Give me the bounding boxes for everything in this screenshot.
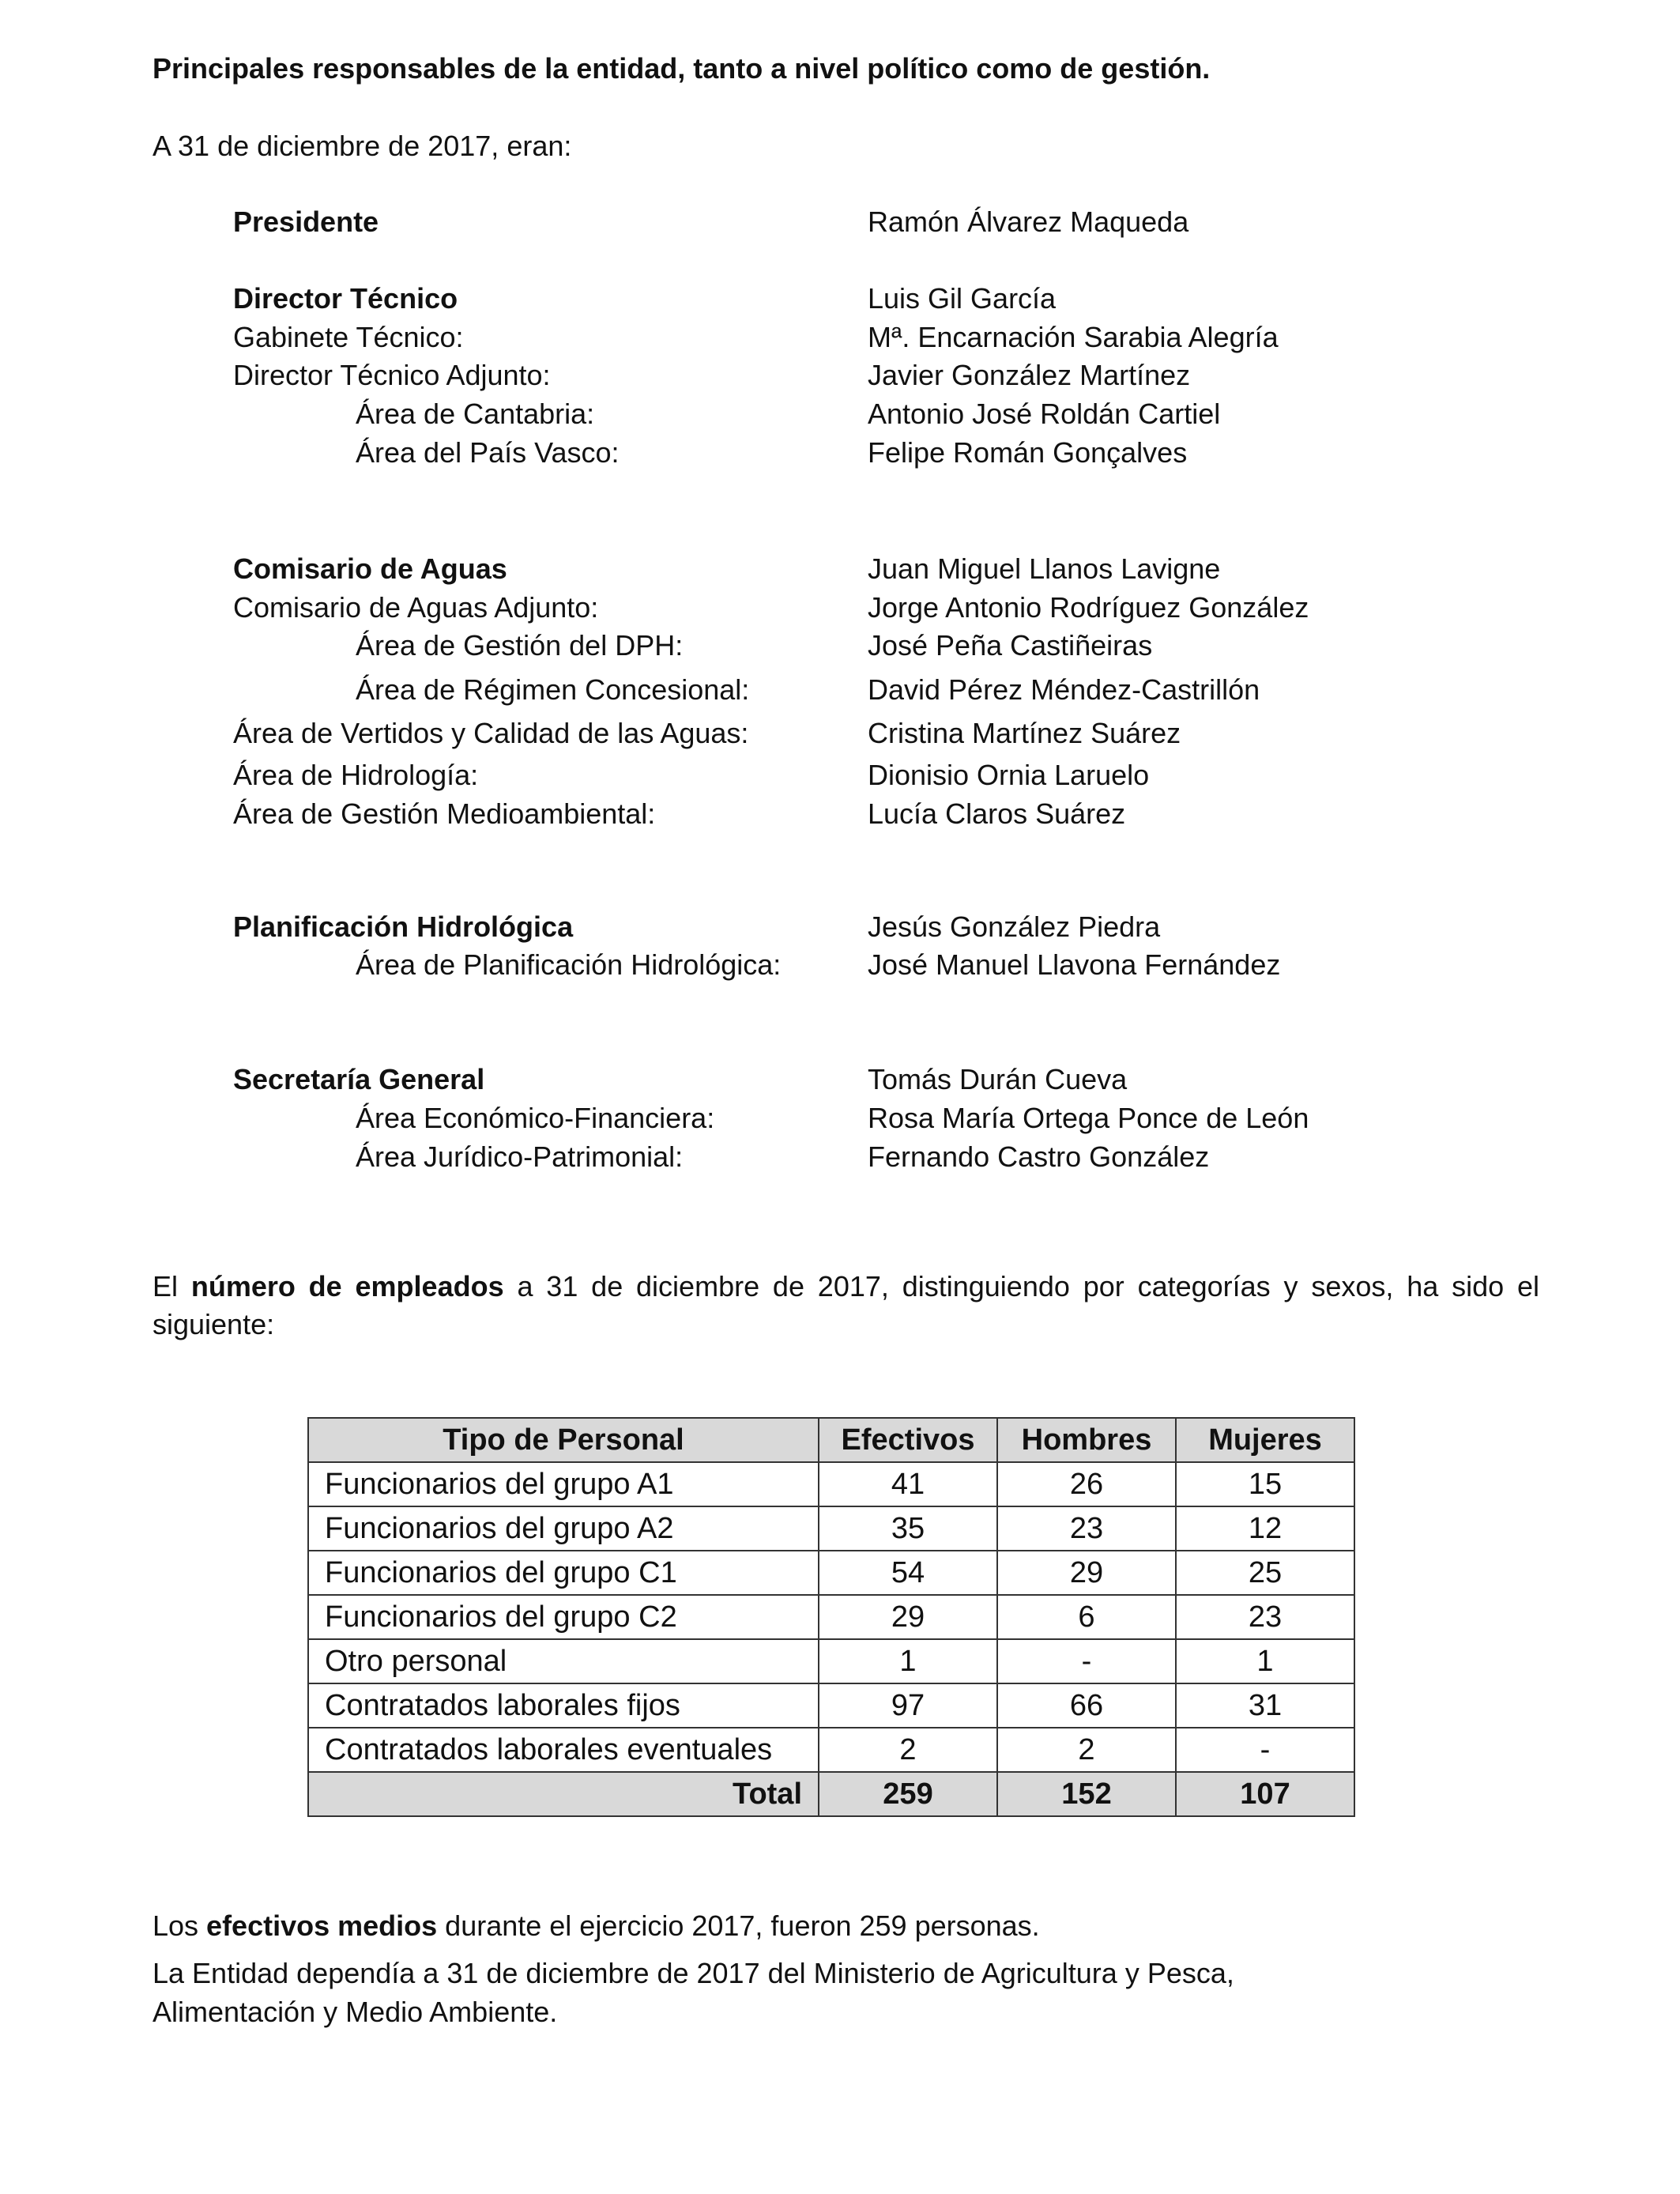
empleados-post: a 31 de diciembre de 2017, distinguiendo por categorías y sexos, ha sido el siguiente: [153, 1270, 1539, 1340]
name-area-juridico-patrimonial: Fernando Castro González [868, 1140, 1210, 1173]
header-hombres: Hombres [997, 1418, 1176, 1462]
cell-efectivos: 29 [819, 1595, 997, 1639]
label-area-gestion-dph: Área de Gestión del DPH: [356, 629, 684, 662]
intro-line: A 31 de diciembre de 2017, eran: [153, 130, 572, 162]
empleados-bold: número de empleados [190, 1270, 504, 1302]
cell-tipo: Contratados laborales eventuales [308, 1728, 819, 1772]
label-presidente: Presidente [233, 205, 379, 238]
table-row [308, 1595, 1354, 1639]
cell-hombres: 2 [997, 1728, 1176, 1772]
name-presidente: Ramón Álvarez Maqueda [868, 205, 1189, 238]
table-row [308, 1728, 1354, 1772]
cell-mujeres: 31 [1176, 1683, 1354, 1728]
total-mujeres: 107 [1176, 1772, 1354, 1816]
total-label: Total [308, 1772, 819, 1816]
label-area-regimen-concesional: Área de Régimen Concesional: [356, 673, 750, 706]
cell-efectivos: 97 [819, 1683, 997, 1728]
cell-tipo: Contratados laborales fijos [308, 1683, 819, 1728]
label-area-gestion-medioambiental: Área de Gestión Medioambiental: [233, 797, 656, 830]
cell-hombres: - [997, 1639, 1176, 1683]
total-efectivos: 259 [819, 1772, 997, 1816]
cell-hombres: 23 [997, 1506, 1176, 1551]
efectivos-pre: Los [153, 1909, 207, 1942]
label-area-economico-financiera: Área Económico-Financiera: [356, 1102, 715, 1134]
table-total-row [308, 1772, 1354, 1816]
name-director-tecnico: Luis Gil García [868, 282, 1057, 315]
cell-tipo: Otro personal [308, 1639, 819, 1683]
header-tipo-personal: Tipo de Personal [308, 1418, 819, 1462]
label-director-tecnico: Director Técnico [233, 282, 458, 315]
label-area-hidrologia: Área de Hidrología: [233, 759, 479, 791]
efectivos-bold: efectivos medios [206, 1909, 438, 1942]
label-area-juridico-patrimonial: Área Jurídico-Patrimonial: [356, 1140, 684, 1173]
label-comisario-adjunto: Comisario de Aguas Adjunto: [233, 591, 599, 624]
header-mujeres: Mujeres [1176, 1418, 1354, 1462]
table-row [308, 1506, 1354, 1551]
name-comisario-aguas: Juan Miguel Llanos Lavigne [868, 552, 1221, 585]
total-hombres: 152 [997, 1772, 1176, 1816]
label-gabinete-tecnico: Gabinete Técnico: [233, 321, 464, 353]
name-area-gestion-medioambiental: Lucía Claros Suárez [868, 797, 1126, 830]
name-planificacion-hidrologica: Jesús González Piedra [868, 910, 1161, 943]
cell-efectivos: 41 [819, 1462, 997, 1506]
cell-mujeres: - [1176, 1728, 1354, 1772]
label-area-cantabria: Área de Cantabria: [356, 398, 595, 430]
table-row [308, 1639, 1354, 1683]
name-area-economico-financiera: Rosa María Ortega Ponce de León [868, 1102, 1309, 1134]
cell-hombres: 6 [997, 1595, 1176, 1639]
cell-tipo: Funcionarios del grupo A2 [308, 1506, 819, 1551]
name-director-tecnico-adjunto: Javier González Martínez [868, 359, 1191, 391]
cell-tipo: Funcionarios del grupo C2 [308, 1595, 819, 1639]
label-secretaria-general: Secretaría General [233, 1063, 485, 1095]
cell-mujeres: 1 [1176, 1639, 1354, 1683]
label-area-planificacion: Área de Planificación Hidrológica: [356, 948, 782, 981]
table-row [308, 1462, 1354, 1506]
dependencia-line-1: La Entidad dependía a 31 de diciembre de 2017 del Ministerio de Agricultura y Pesca, [153, 1957, 1234, 1989]
name-area-vertidos: Cristina Martínez Suárez [868, 717, 1181, 749]
cell-tipo: Funcionarios del grupo C1 [308, 1551, 819, 1595]
cell-hombres: 66 [997, 1683, 1176, 1728]
label-planificacion-hidrologica: Planificación Hidrológica [233, 910, 574, 943]
cell-mujeres: 25 [1176, 1551, 1354, 1595]
cell-hombres: 26 [997, 1462, 1176, 1506]
name-area-gestion-dph: José Peña Castiñeiras [868, 629, 1153, 662]
staff-table [307, 1417, 1355, 1817]
efectivos-medios-line [153, 1909, 1040, 1943]
empleados-paragraph [153, 1268, 1539, 1344]
name-area-regimen-concesional: David Pérez Méndez-Castrillón [868, 673, 1260, 706]
efectivos-post: durante el ejercicio 2017, fueron 259 personas. [437, 1909, 1040, 1942]
empleados-pre: El [153, 1270, 191, 1302]
cell-efectivos: 35 [819, 1506, 997, 1551]
table-row [308, 1683, 1354, 1728]
cell-mujeres: 15 [1176, 1462, 1354, 1506]
name-area-hidrologia: Dionisio Ornia Laruelo [868, 759, 1150, 791]
cell-hombres: 29 [997, 1551, 1176, 1595]
cell-efectivos: 1 [819, 1639, 997, 1683]
label-area-vertidos: Área de Vertidos y Calidad de las Aguas: [233, 717, 749, 749]
name-area-planificacion: José Manuel Llavona Fernández [868, 948, 1281, 981]
cell-tipo: Funcionarios del grupo A1 [308, 1462, 819, 1506]
name-area-cantabria: Antonio José Roldán Cartiel [868, 398, 1221, 430]
label-area-pais-vasco: Área del País Vasco: [356, 436, 620, 469]
cell-efectivos: 2 [819, 1728, 997, 1772]
name-secretaria-general: Tomás Durán Cueva [868, 1063, 1128, 1095]
label-comisario-aguas: Comisario de Aguas [233, 552, 507, 585]
table-header-row [308, 1418, 1354, 1462]
table-row [308, 1551, 1354, 1595]
name-area-pais-vasco: Felipe Román Gonçalves [868, 436, 1188, 469]
cell-mujeres: 12 [1176, 1506, 1354, 1551]
name-comisario-adjunto: Jorge Antonio Rodríguez González [868, 591, 1309, 624]
name-gabinete-tecnico: Mª. Encarnación Sarabia Alegría [868, 321, 1279, 353]
cell-mujeres: 23 [1176, 1595, 1354, 1639]
dependencia-line-2: Alimentación y Medio Ambiente. [153, 1996, 558, 2028]
cell-efectivos: 54 [819, 1551, 997, 1595]
label-director-tecnico-adjunto: Director Técnico Adjunto: [233, 359, 551, 391]
header-efectivos: Efectivos [819, 1418, 997, 1462]
section-heading: Principales responsables de la entidad, tanto a nivel político como de gestión. [153, 52, 1211, 85]
